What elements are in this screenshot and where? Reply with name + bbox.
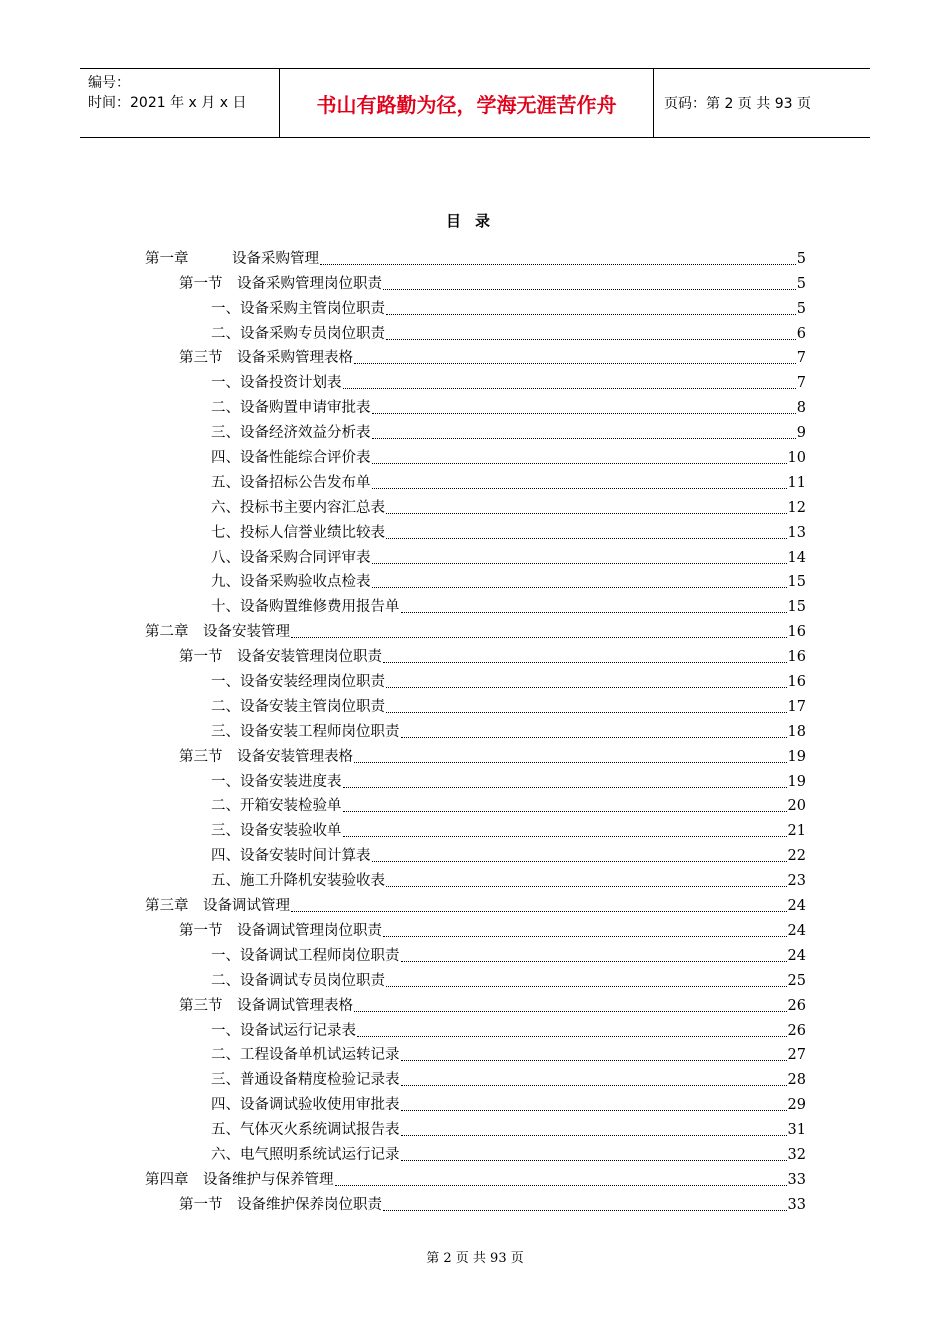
toc-entry[interactable]	[145, 1015, 806, 1040]
toc-entry-label: 二、设备调试专员岗位职责	[211, 972, 385, 989]
toc-entry-page: 8	[796, 400, 806, 417]
toc-leader-dots	[386, 313, 796, 315]
toc-leader-dots	[386, 985, 787, 987]
toc-entry-page: 13	[787, 524, 806, 541]
toc-entry[interactable]	[145, 517, 806, 542]
toc-leader-dots	[386, 686, 787, 688]
toc-entry-label: 二、设备采购专员岗位职责	[211, 325, 385, 342]
page-footer: 第 2 页 共 93 页	[426, 1251, 524, 1266]
toc-entry[interactable]	[145, 766, 806, 791]
toc-entry[interactable]	[145, 990, 806, 1015]
header-page-info: 页码：第 2 页 共 93 页	[664, 96, 811, 112]
toc-entry-label: 二、工程设备单机试运转记录	[211, 1047, 400, 1064]
toc-entry-page: 21	[787, 823, 806, 840]
toc-entry-label: 第三节 设备安装管理表格	[179, 748, 353, 765]
toc-leader-dots	[343, 387, 796, 389]
toc-entry[interactable]	[145, 268, 806, 293]
toc-entry-label: 四、设备调试验收使用审批表	[211, 1097, 400, 1114]
toc-entry-page: 11	[787, 474, 806, 491]
toc-entry-page: 16	[787, 674, 806, 691]
toc-entry[interactable]	[145, 641, 806, 666]
toc-entry-label: 四、设备安装时间计算表	[211, 848, 371, 865]
toc-entry-page: 19	[787, 748, 806, 765]
toc-entry[interactable]	[145, 1164, 806, 1189]
toc-entry[interactable]	[145, 965, 806, 990]
toc-entry[interactable]	[145, 591, 806, 616]
toc-entry-page: 7	[796, 350, 806, 367]
toc-entry-page: 9	[796, 425, 806, 442]
toc-leader-dots	[291, 910, 787, 912]
toc-entry[interactable]	[145, 1139, 806, 1164]
toc-entry-label: 四、设备性能综合评价表	[211, 450, 371, 467]
toc-entry-page: 12	[787, 499, 806, 516]
toc-entry[interactable]	[145, 1064, 806, 1089]
toc-entry-page: 19	[787, 773, 806, 790]
header-motto: 书山有路勤为径，学海无涯苦作舟	[280, 69, 654, 137]
toc-entry-page: 28	[787, 1072, 806, 1089]
toc-entry-label: 五、气体灭火系统调试报告表	[211, 1122, 400, 1139]
toc-leader-dots	[372, 437, 796, 439]
toc-entry-page: 33	[787, 1196, 806, 1213]
toc-leader-dots	[343, 786, 787, 788]
toc-entry-page: 32	[787, 1146, 806, 1163]
toc-entry-page: 22	[787, 848, 806, 865]
toc-entry[interactable]	[145, 318, 806, 343]
toc-entry[interactable]	[145, 417, 806, 442]
toc-leader-dots	[372, 562, 787, 564]
toc-entry[interactable]	[145, 442, 806, 467]
number-label: 编号：	[88, 75, 130, 91]
toc-leader-dots	[401, 1109, 787, 1111]
toc-entry[interactable]	[145, 716, 806, 741]
toc-entry-label: 五、设备招标公告发布单	[211, 474, 371, 491]
toc-entry-page: 27	[787, 1047, 806, 1064]
toc-entry-page: 7	[796, 375, 806, 392]
toc-entry-page: 23	[787, 873, 806, 890]
toc-entry[interactable]	[145, 293, 806, 318]
toc-entry-label: 二、设备安装主管岗位职责	[211, 698, 385, 715]
toc-leader-dots	[357, 1035, 787, 1037]
toc-leader-dots	[383, 1209, 787, 1211]
toc-entry-page: 16	[787, 624, 806, 641]
toc-entry-label: 第三节 设备调试管理表格	[179, 997, 353, 1014]
toc-leader-dots	[383, 661, 787, 663]
toc-entry-page: 10	[787, 450, 806, 467]
toc-entry-page: 15	[787, 599, 806, 616]
toc-entry[interactable]	[145, 865, 806, 890]
toc-entry[interactable]	[145, 343, 806, 368]
toc-entry-label: 一、设备采购主管岗位职责	[211, 300, 385, 317]
toc-entry[interactable]	[145, 840, 806, 865]
toc-entry-page: 25	[787, 972, 806, 989]
toc-leader-dots	[343, 810, 787, 812]
toc-entry[interactable]	[145, 467, 806, 492]
toc-entry-page: 31	[787, 1122, 806, 1139]
toc-entry-label: 第一节 设备维护保养岗位职责	[179, 1196, 382, 1213]
toc-leader-dots	[320, 263, 796, 265]
toc-leader-dots	[401, 960, 787, 962]
toc-entry-label: 三、设备安装验收单	[211, 823, 342, 840]
toc-leader-dots	[372, 860, 787, 862]
toc-entry-label: 八、设备采购合同评审表	[211, 549, 371, 566]
toc-entry[interactable]	[145, 392, 806, 417]
toc-entry-page: 33	[787, 1171, 806, 1188]
toc-entry-label: 第一节 设备采购管理岗位职责	[179, 275, 382, 292]
toc-leader-dots	[386, 338, 796, 340]
toc-entry[interactable]	[145, 567, 806, 592]
toc-leader-dots	[383, 935, 787, 937]
toc-entry-page: 29	[787, 1097, 806, 1114]
toc-leader-dots	[401, 736, 787, 738]
toc-entry-label: 第一节 设备调试管理岗位职责	[179, 922, 382, 939]
toc-entry-page: 24	[787, 922, 806, 939]
toc-leader-dots	[372, 487, 787, 489]
toc-entry-page: 5	[796, 275, 806, 292]
toc-entry-label: 三、普通设备精度检验记录表	[211, 1072, 400, 1089]
toc-entry-label: 一、设备调试工程师岗位职责	[211, 947, 400, 964]
toc-entry-page: 5	[796, 300, 806, 317]
toc-leader-dots	[335, 1184, 787, 1186]
toc-entry-page: 24	[787, 898, 806, 915]
toc-entry[interactable]	[145, 666, 806, 691]
toc-entry-page: 18	[787, 723, 806, 740]
toc-entry[interactable]	[145, 691, 806, 716]
toc-entry[interactable]	[145, 890, 806, 915]
time-label: 时间：2021 年 x 月 x 日	[88, 95, 247, 111]
toc-entry-label: 第三章 设备调试管理	[145, 898, 290, 915]
toc-entry-label: 第四章 设备维护与保养管理	[145, 1171, 334, 1188]
toc-leader-dots	[372, 412, 796, 414]
toc-entry-label: 一、设备安装进度表	[211, 773, 342, 790]
toc-title: 目录	[445, 212, 504, 230]
toc-leader-dots	[354, 362, 796, 364]
toc-entry-label: 十、设备购置维修费用报告单	[211, 599, 400, 616]
toc-entry[interactable]	[145, 367, 806, 392]
toc-entry[interactable]	[145, 1114, 806, 1139]
toc-entry-label: 五、施工升降机安装验收表	[211, 873, 385, 890]
toc-entry-label: 第二章 设备安装管理	[145, 624, 290, 641]
toc-leader-dots	[372, 586, 787, 588]
toc-entry[interactable]	[145, 492, 806, 517]
toc-entry-label: 一、设备安装经理岗位职责	[211, 674, 385, 691]
toc-leader-dots	[354, 761, 787, 763]
toc-entry[interactable]	[145, 1089, 806, 1114]
page-header	[80, 68, 870, 138]
toc-entry-label: 六、投标书主要内容汇总表	[211, 499, 385, 516]
toc-entry-page: 5	[796, 250, 806, 267]
toc-entry-label: 二、设备购置申请审批表	[211, 400, 371, 417]
toc-leader-dots	[354, 1010, 787, 1012]
toc-entry-label: 第一节 设备安装管理岗位职责	[179, 649, 382, 666]
toc-entry-label: 六、电气照明系统试运行记录	[211, 1146, 400, 1163]
toc-leader-dots	[343, 835, 787, 837]
toc-entry-page: 17	[787, 698, 806, 715]
toc-leader-dots	[291, 636, 787, 638]
toc-entry[interactable]	[145, 542, 806, 567]
toc-entry[interactable]	[145, 616, 806, 641]
toc-entry[interactable]	[145, 1040, 806, 1065]
toc-leader-dots	[372, 462, 787, 464]
toc-entry-page: 16	[787, 649, 806, 666]
toc-leader-dots	[401, 1059, 787, 1061]
toc-leader-dots	[386, 885, 787, 887]
toc-leader-dots	[401, 611, 787, 613]
toc-entry-page: 6	[796, 325, 806, 342]
toc-entry[interactable]	[145, 940, 806, 965]
toc-entry[interactable]	[145, 915, 806, 940]
toc-leader-dots	[401, 1134, 787, 1136]
toc-entry[interactable]	[145, 741, 806, 766]
toc-entry-label: 二、开箱安装检验单	[211, 798, 342, 815]
toc-entry-label: 七、投标人信誉业绩比较表	[211, 524, 385, 541]
toc-entry-label: 第三节 设备采购管理表格	[179, 350, 353, 367]
toc-entry-label: 一、设备投资计划表	[211, 375, 342, 392]
toc-leader-dots	[401, 1159, 787, 1161]
toc-entry-page: 26	[787, 1022, 806, 1039]
toc-entry[interactable]	[145, 791, 806, 816]
toc-leader-dots	[401, 1084, 787, 1086]
header-meta	[80, 69, 280, 137]
toc-entry-page: 14	[787, 549, 806, 566]
toc-entry-label: 九、设备采购验收点检表	[211, 574, 371, 591]
toc-leader-dots	[386, 537, 787, 539]
toc-entry-label: 三、设备安装工程师岗位职责	[211, 723, 400, 740]
table-of-contents	[145, 243, 806, 1214]
toc-entry[interactable]	[145, 815, 806, 840]
toc-entry-page: 20	[787, 798, 806, 815]
toc-entry[interactable]	[145, 1189, 806, 1214]
toc-entry-label: 一、设备试运行记录表	[211, 1022, 356, 1039]
toc-entry-page: 15	[787, 574, 806, 591]
toc-leader-dots	[383, 288, 796, 290]
toc-entry[interactable]	[145, 243, 806, 268]
toc-entry-label: 第一章 设备采购管理	[145, 250, 319, 267]
toc-entry-page: 24	[787, 947, 806, 964]
toc-entry-label: 三、设备经济效益分析表	[211, 425, 371, 442]
toc-leader-dots	[386, 711, 787, 713]
toc-leader-dots	[386, 512, 787, 514]
toc-entry-page: 26	[787, 997, 806, 1014]
